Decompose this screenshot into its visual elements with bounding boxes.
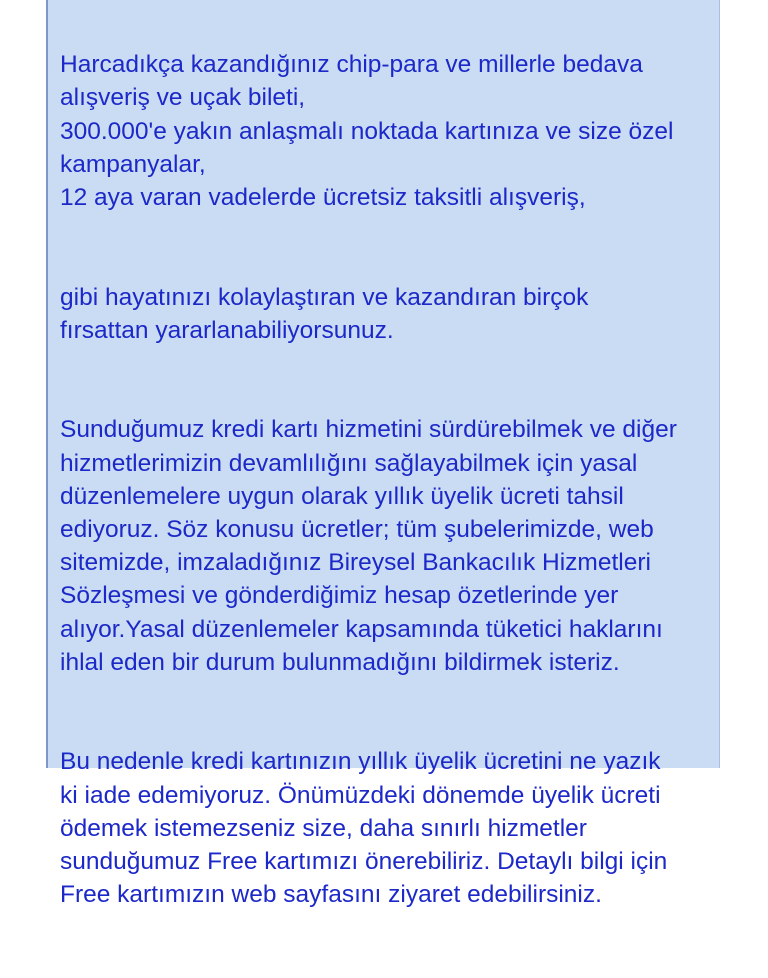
message-paragraph-refund: Bu nedenle kredi kartınızın yıllık üyelik ücretini ne yazık ki iade edemiyoruz. Önümüzdeki dönemde üyelik ücreti ödemek istemezseniz size, daha sınırlı hizmetler sunduğumuz Free kartımızı önerebiliriz. Detaylı bilgi için Free kartımızın web sayfasını ziyaret edebilirsiniz.	[60, 748, 668, 909]
message-paragraph-benefits: Harcadıkça kazandığınız chip-para ve millerle bedava alışveriş ve uçak bileti, 300.000'e yakın anlaşmalı noktada kartınıza ve size özel kampanyalar, 12 aya varan vadelerde ücretsiz taksitli alışveriş,	[60, 51, 674, 212]
message-body	[60, 15, 720, 978]
message-paragraph-opportunities: gibi hayatınızı kolaylaştıran ve kazandıran birçok fırsattan yararlanabiliyorsunuz.	[60, 283, 589, 344]
message-paragraph-annual-fee: Sunduğumuz kredi kartı hizmetini sürdürebilmek ve diğer hizmetlerimizin devamlılığını sağlayabilmek için yasal düzenlemelere uygun olarak yıllık üyelik ücreti tahsil ediyoruz. Söz konusu ücretler; tüm şubelerimizde, web sitemizde, imzaladığınız Bireysel Bankacılık Hizmetleri Sözleşmesi ve gönderdiğimiz hesap özetlerinde yer alıyor.Yasal düzenlemeler kapsamında tüketici haklarını ihlal eden bir durum bulunmadığını bildirmek isteriz.	[60, 416, 677, 676]
message-panel[interactable]	[46, 0, 720, 909]
